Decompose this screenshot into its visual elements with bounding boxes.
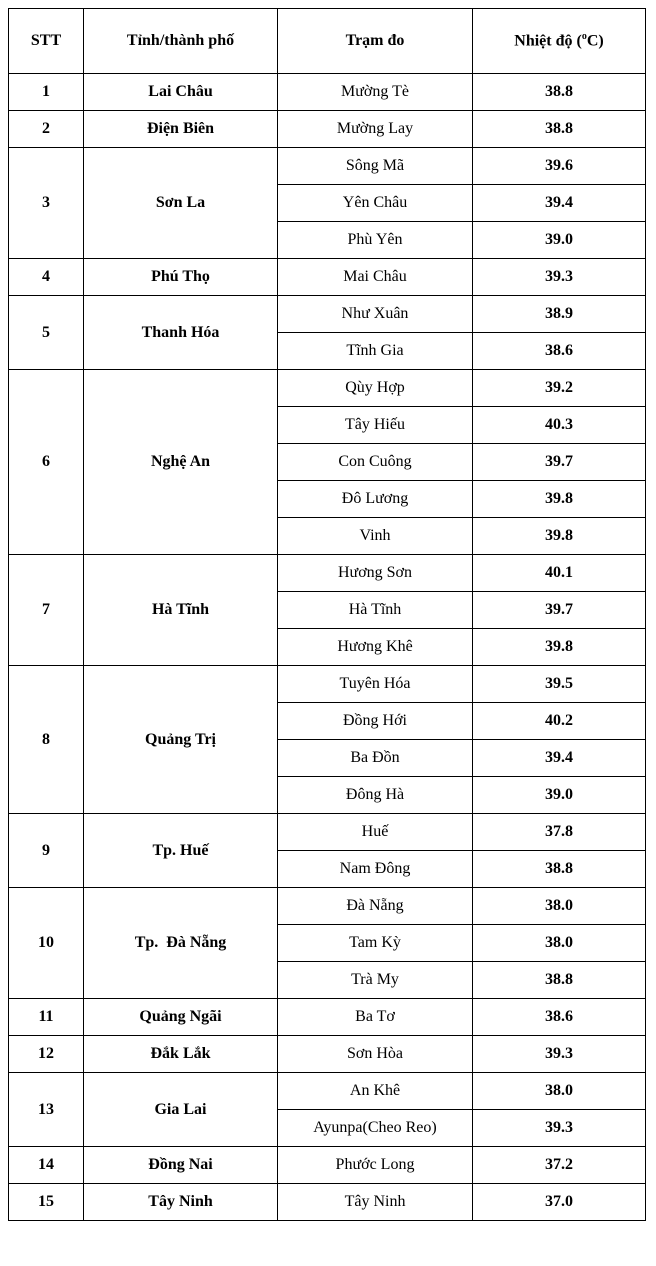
station-cell: Vinh: [278, 518, 473, 555]
province-cell: Quảng Trị: [84, 666, 278, 814]
temperature-cell: 39.7: [473, 592, 646, 629]
station-cell: Phước Long: [278, 1147, 473, 1184]
station-cell: Mai Châu: [278, 259, 473, 296]
station-cell: Qùy Hợp: [278, 370, 473, 407]
station-cell: Tam Kỳ: [278, 925, 473, 962]
table-row: [9, 888, 646, 925]
station-cell: Yên Châu: [278, 185, 473, 222]
station-cell: Tĩnh Gia: [278, 333, 473, 370]
station-cell: Mường Tè: [278, 74, 473, 111]
station-cell: Ayunpa(Cheo Reo): [278, 1110, 473, 1147]
station-cell: Hương Sơn: [278, 555, 473, 592]
stt-cell: 15: [9, 1184, 84, 1221]
table-row: [9, 555, 646, 592]
table-row: [9, 74, 646, 111]
table-row: [9, 1036, 646, 1073]
stt-cell: 8: [9, 666, 84, 814]
temperature-cell: 39.3: [473, 1110, 646, 1147]
stt-cell: 6: [9, 370, 84, 555]
degree-sup: o: [581, 31, 587, 43]
stt-cell: 12: [9, 1036, 84, 1073]
province-cell: Tp. Đà Nẵng: [84, 888, 278, 999]
table-row: [9, 1147, 646, 1184]
header-stt: STT: [9, 9, 84, 74]
stt-cell: 9: [9, 814, 84, 888]
province-cell: Quảng Ngãi: [84, 999, 278, 1036]
temperature-cell: 39.3: [473, 1036, 646, 1073]
station-cell: Đông Hà: [278, 777, 473, 814]
temperature-cell: 38.0: [473, 888, 646, 925]
stt-cell: 13: [9, 1073, 84, 1147]
temperature-cell: 39.5: [473, 666, 646, 703]
station-cell: Phù Yên: [278, 222, 473, 259]
table-row: [9, 666, 646, 703]
temperature-table: [8, 8, 646, 1221]
temperature-cell: 40.2: [473, 703, 646, 740]
station-cell: Đồng Hới: [278, 703, 473, 740]
temperature-cell: 38.8: [473, 111, 646, 148]
station-cell: Huế: [278, 814, 473, 851]
temperature-cell: 38.0: [473, 1073, 646, 1110]
temperature-cell: 38.6: [473, 999, 646, 1036]
province-cell: Hà Tĩnh: [84, 555, 278, 666]
station-cell: Đô Lương: [278, 481, 473, 518]
province-cell: Nghệ An: [84, 370, 278, 555]
province-cell: Sơn La: [84, 148, 278, 259]
station-cell: Ba Tơ: [278, 999, 473, 1036]
province-cell: Tp. Huế: [84, 814, 278, 888]
station-cell: Mường Lay: [278, 111, 473, 148]
station-cell: Sơn Hòa: [278, 1036, 473, 1073]
temperature-cell: 37.8: [473, 814, 646, 851]
table-row: [9, 370, 646, 407]
temperature-cell: 38.6: [473, 333, 646, 370]
stt-cell: 11: [9, 999, 84, 1036]
header-temperature: [473, 9, 646, 74]
table-row: [9, 1184, 646, 1221]
temperature-cell: 38.8: [473, 962, 646, 999]
station-cell: Hà Tĩnh: [278, 592, 473, 629]
table-row: [9, 1073, 646, 1110]
table-row: [9, 999, 646, 1036]
province-cell: Điện Biên: [84, 111, 278, 148]
stt-cell: 2: [9, 111, 84, 148]
temperature-cell: 37.2: [473, 1147, 646, 1184]
stt-cell: 7: [9, 555, 84, 666]
temperature-cell: 39.4: [473, 740, 646, 777]
temperature-cell: 38.8: [473, 74, 646, 111]
temperature-cell: 40.3: [473, 407, 646, 444]
header-row: [9, 9, 646, 74]
station-cell: Ba Đồn: [278, 740, 473, 777]
station-cell: An Khê: [278, 1073, 473, 1110]
temperature-cell: 39.2: [473, 370, 646, 407]
province-cell: Thanh Hóa: [84, 296, 278, 370]
station-cell: Trà My: [278, 962, 473, 999]
temperature-cell: 39.0: [473, 777, 646, 814]
stt-cell: 1: [9, 74, 84, 111]
table-row: [9, 259, 646, 296]
stt-cell: 5: [9, 296, 84, 370]
stt-cell: 4: [9, 259, 84, 296]
province-cell: Tây Ninh: [84, 1184, 278, 1221]
table-row: [9, 148, 646, 185]
station-cell: Tây Hiếu: [278, 407, 473, 444]
station-cell: Như Xuân: [278, 296, 473, 333]
table-row: [9, 111, 646, 148]
stt-cell: 3: [9, 148, 84, 259]
header-station: Trạm đo: [278, 9, 473, 74]
temperature-cell: 39.8: [473, 629, 646, 666]
header-temperature-suffix: C): [586, 32, 604, 50]
temperature-cell: 39.8: [473, 481, 646, 518]
table-row: [9, 814, 646, 851]
province-cell: Đồng Nai: [84, 1147, 278, 1184]
table-row: [9, 296, 646, 333]
station-cell: Đà Nẵng: [278, 888, 473, 925]
station-cell: Sông Mã: [278, 148, 473, 185]
province-cell: Đắk Lắk: [84, 1036, 278, 1073]
temperature-cell: 39.8: [473, 518, 646, 555]
station-cell: Tuyên Hóa: [278, 666, 473, 703]
header-province: Tỉnh/thành phố: [84, 9, 278, 74]
temperature-cell: 39.4: [473, 185, 646, 222]
temperature-cell: 39.7: [473, 444, 646, 481]
temperature-cell: 37.0: [473, 1184, 646, 1221]
province-cell: Lai Châu: [84, 74, 278, 111]
stt-cell: 14: [9, 1147, 84, 1184]
header-temperature-prefix: Nhiệt độ (: [514, 32, 582, 50]
temperature-cell: 39.6: [473, 148, 646, 185]
province-cell: Gia Lai: [84, 1073, 278, 1147]
temperature-cell: 38.8: [473, 851, 646, 888]
station-cell: Hương Khê: [278, 629, 473, 666]
province-cell: Phú Thọ: [84, 259, 278, 296]
stt-cell: 10: [9, 888, 84, 999]
temperature-cell: 38.9: [473, 296, 646, 333]
temperature-cell: 40.1: [473, 555, 646, 592]
station-cell: Con Cuông: [278, 444, 473, 481]
temperature-cell: 39.0: [473, 222, 646, 259]
table-body: [9, 74, 646, 1221]
temperature-cell: 39.3: [473, 259, 646, 296]
station-cell: Tây Ninh: [278, 1184, 473, 1221]
temperature-cell: 38.0: [473, 925, 646, 962]
station-cell: Nam Đông: [278, 851, 473, 888]
